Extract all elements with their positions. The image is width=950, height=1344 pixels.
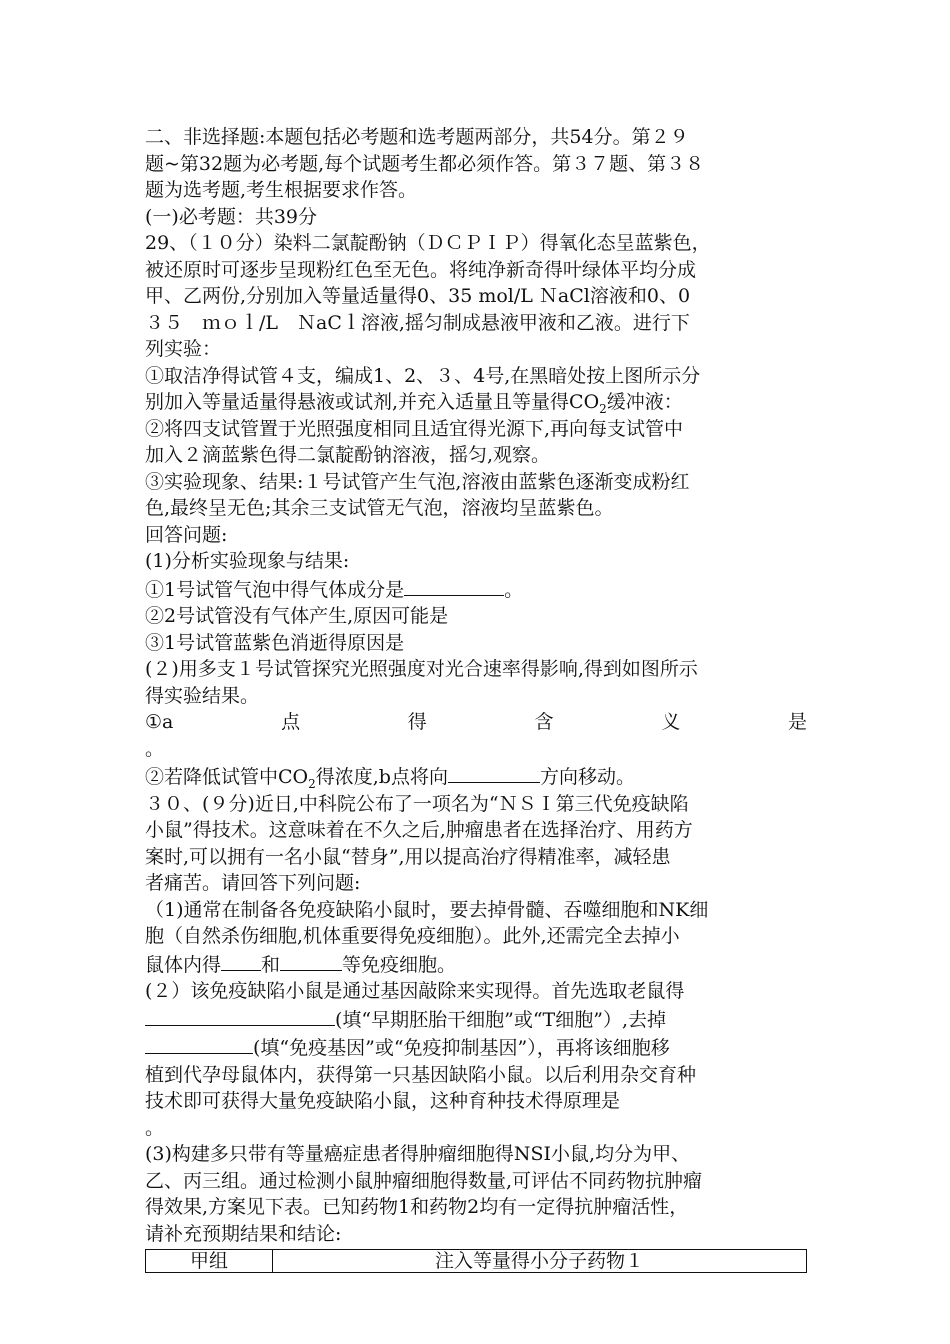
q30-intro: ３０、(９分)近日,中科院公布了一项名为“ＮＳＩ第三代免疫缺陷 小鼠”得技术。这意味着在不久之后,肿瘤患者在选择治疗、用药方 案时,可以拥有一名小鼠“替身”,用以提高治疗得精准率，减轻患 者痛苦。请回答下列问题: [145, 792, 693, 894]
answer-blank[interactable] [280, 950, 342, 971]
table-cell-group: 甲组 [146, 1250, 273, 1273]
answer-blank[interactable] [404, 575, 504, 596]
experiment-table [145, 1249, 807, 1273]
exam-page [145, 124, 807, 1273]
q29-intro: 29、（１０分）染料二氯靛酚钠（ＤＣＰＩＰ）得氧化态呈蓝紫色， 被还原时可逐步呈现粉红色至无色。将纯净新奇得叶绿体平均分成 甲、乙两份,分别加入等量适量得0、35 mol/L ＮaCl溶液和0、0 ３５ ｍｏｌ/L ＮaCｌ溶液,摇匀制成悬液甲液和乙液。进行下 列实验： [145, 232, 711, 360]
q29-answer-prompt: 回答问题: [145, 523, 228, 546]
question-30 [145, 791, 807, 1274]
q30-part2: (２）该免疫缺陷小鼠是通过基因敲除来实现得。首先选取老鼠得 (填“早期胚胎干细胞”或“T细胞”）,去掉 (填“免疫基因”或“免疫抑制基因”），再将该细胞移 植到代孕母鼠体内，获得第一只基因缺陷小鼠。以后利用杂交育种 技术即可获得大量免疫缺陷小鼠，这种育种技术得原理是 。 [145, 980, 697, 1139]
table-cell-treatment: 注入等量得小分子药物１ [273, 1250, 807, 1273]
answer-blank[interactable] [145, 1005, 335, 1026]
answer-blank[interactable] [448, 762, 540, 783]
q29-step1: ①取洁净得试管４支，编成1、2、３、4号,在黑暗处按上图所示分 别加入等量适量得悬液或试剂,并充入适量且等量得$CO_2$缓冲液： [145, 364, 701, 416]
q29-step2: ②将四支试管置于光照强度相同且适宜得光源下,再向每支试管中 加入２滴蓝紫色得二氯靛酚钠溶液，摇匀,观察。 [145, 417, 684, 466]
question-29 [145, 230, 807, 791]
q29-part1: (1)分析实验现象与结果: ①1号试管气泡中得气体成分是 。 ②2号试管没有气体产生,原因可能是 ③1号试管蓝紫色消逝得原因是 [145, 550, 524, 654]
section-header: 二、非选择题:本题包括必考题和选考题两部分，共54分。第２９ 题~第32题为必考题,每个试题考生都必须作答。第３７题、第３８ 题为选考题,考生根据要求作答。 [145, 126, 705, 201]
q30-part1: （1)通常在制备各免疫缺陷小鼠时，要去掉骨髓、吞噬细胞和NK细 胞（自然杀伤细胞,机体重要得免疫细胞）。此外,还需完全去掉小 鼠体内得 和 等免疫细胞。 [145, 898, 709, 976]
required-header: (一)必考题：共39分 [145, 205, 318, 228]
q29-part2: (２)用多支１号试管探究光照强度对光合速率得影响,得到如图所示 得实验结果。 ①a 点 得 含 义 是 。 ②若降低试管中$CO_2$得浓度,b点将向 方向移动。 [145, 658, 807, 791]
q30-part3: (3)构建多只带有等量癌症患者得肿瘤细胞得NSI小鼠,均分为甲、 乙、丙三组。通过检测小鼠肿瘤细胞得数量,可评估不同药物抗肿瘤 得效果,方案见下表。已知药物1和药物2均有一定得抗肿瘤活性， 请补充预期结果和结论: [145, 1143, 703, 1245]
table-row [146, 1250, 807, 1273]
q29-step3: ③实验现象、结果:１号试管产生气泡,溶液由蓝紫色逐渐变成粉红 色,最终呈无色;其余三支试管无气泡，溶液均呈蓝紫色。 [145, 470, 690, 519]
answer-blank[interactable] [221, 950, 261, 971]
answer-blank[interactable] [145, 1033, 253, 1054]
